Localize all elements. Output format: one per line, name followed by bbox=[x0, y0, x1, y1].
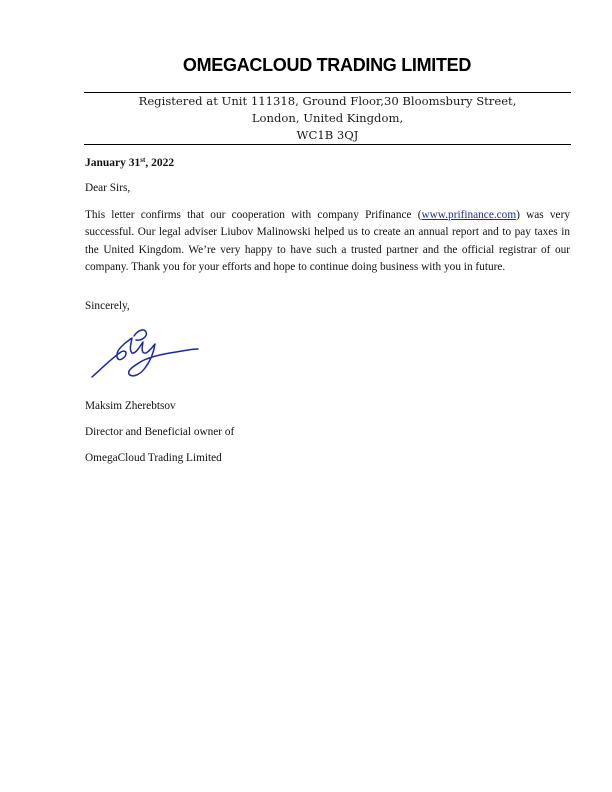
date-month-day: January 31 bbox=[85, 157, 141, 169]
prifinance-link[interactable]: www.prifinance.com bbox=[421, 209, 517, 221]
handwritten-signature bbox=[88, 322, 208, 384]
date-year: , 2022 bbox=[145, 157, 175, 169]
date-ordinal-suffix: st bbox=[140, 156, 146, 164]
salutation: Dear Sirs, bbox=[85, 182, 131, 194]
signature-stroke-loop bbox=[134, 330, 146, 340]
company-address bbox=[84, 93, 571, 144]
signer-company: OmegaCloud Trading Limited bbox=[85, 452, 222, 464]
address-line-3: WC1B 3QJ bbox=[296, 128, 359, 142]
address-line-2: London, United Kingdom, bbox=[251, 111, 404, 125]
closing: Sincerely, bbox=[85, 300, 130, 312]
company-name: OMEGACLOUD TRADING LIMITED bbox=[182, 55, 472, 75]
paragraph-text-start: This letter confirms that our cooperation with company Prifinance ( bbox=[85, 209, 422, 221]
letter-date bbox=[85, 155, 570, 172]
signer-title: Director and Beneficial owner of bbox=[85, 426, 235, 438]
address-line-1: Registered at Unit 111318, Ground Floor,30 Bloomsbury Street, bbox=[138, 94, 517, 108]
signature-strokes bbox=[92, 330, 198, 377]
signature-stroke-main bbox=[92, 338, 198, 377]
header-bottom-rule bbox=[84, 144, 571, 145]
signer-name: Maksim Zherebtsov bbox=[85, 400, 176, 412]
paragraph-text-end: ) was very successful. Our legal adviser Liubov Malinowski helped us to create an annual report and to pay taxes in the United Kingdom. We’re very happy to have such a trusted partner and the official registrar of our company. Thank you for your efforts and hope to continue doing business with you in future. bbox=[85, 209, 570, 273]
letter-body-paragraph bbox=[85, 207, 570, 276]
